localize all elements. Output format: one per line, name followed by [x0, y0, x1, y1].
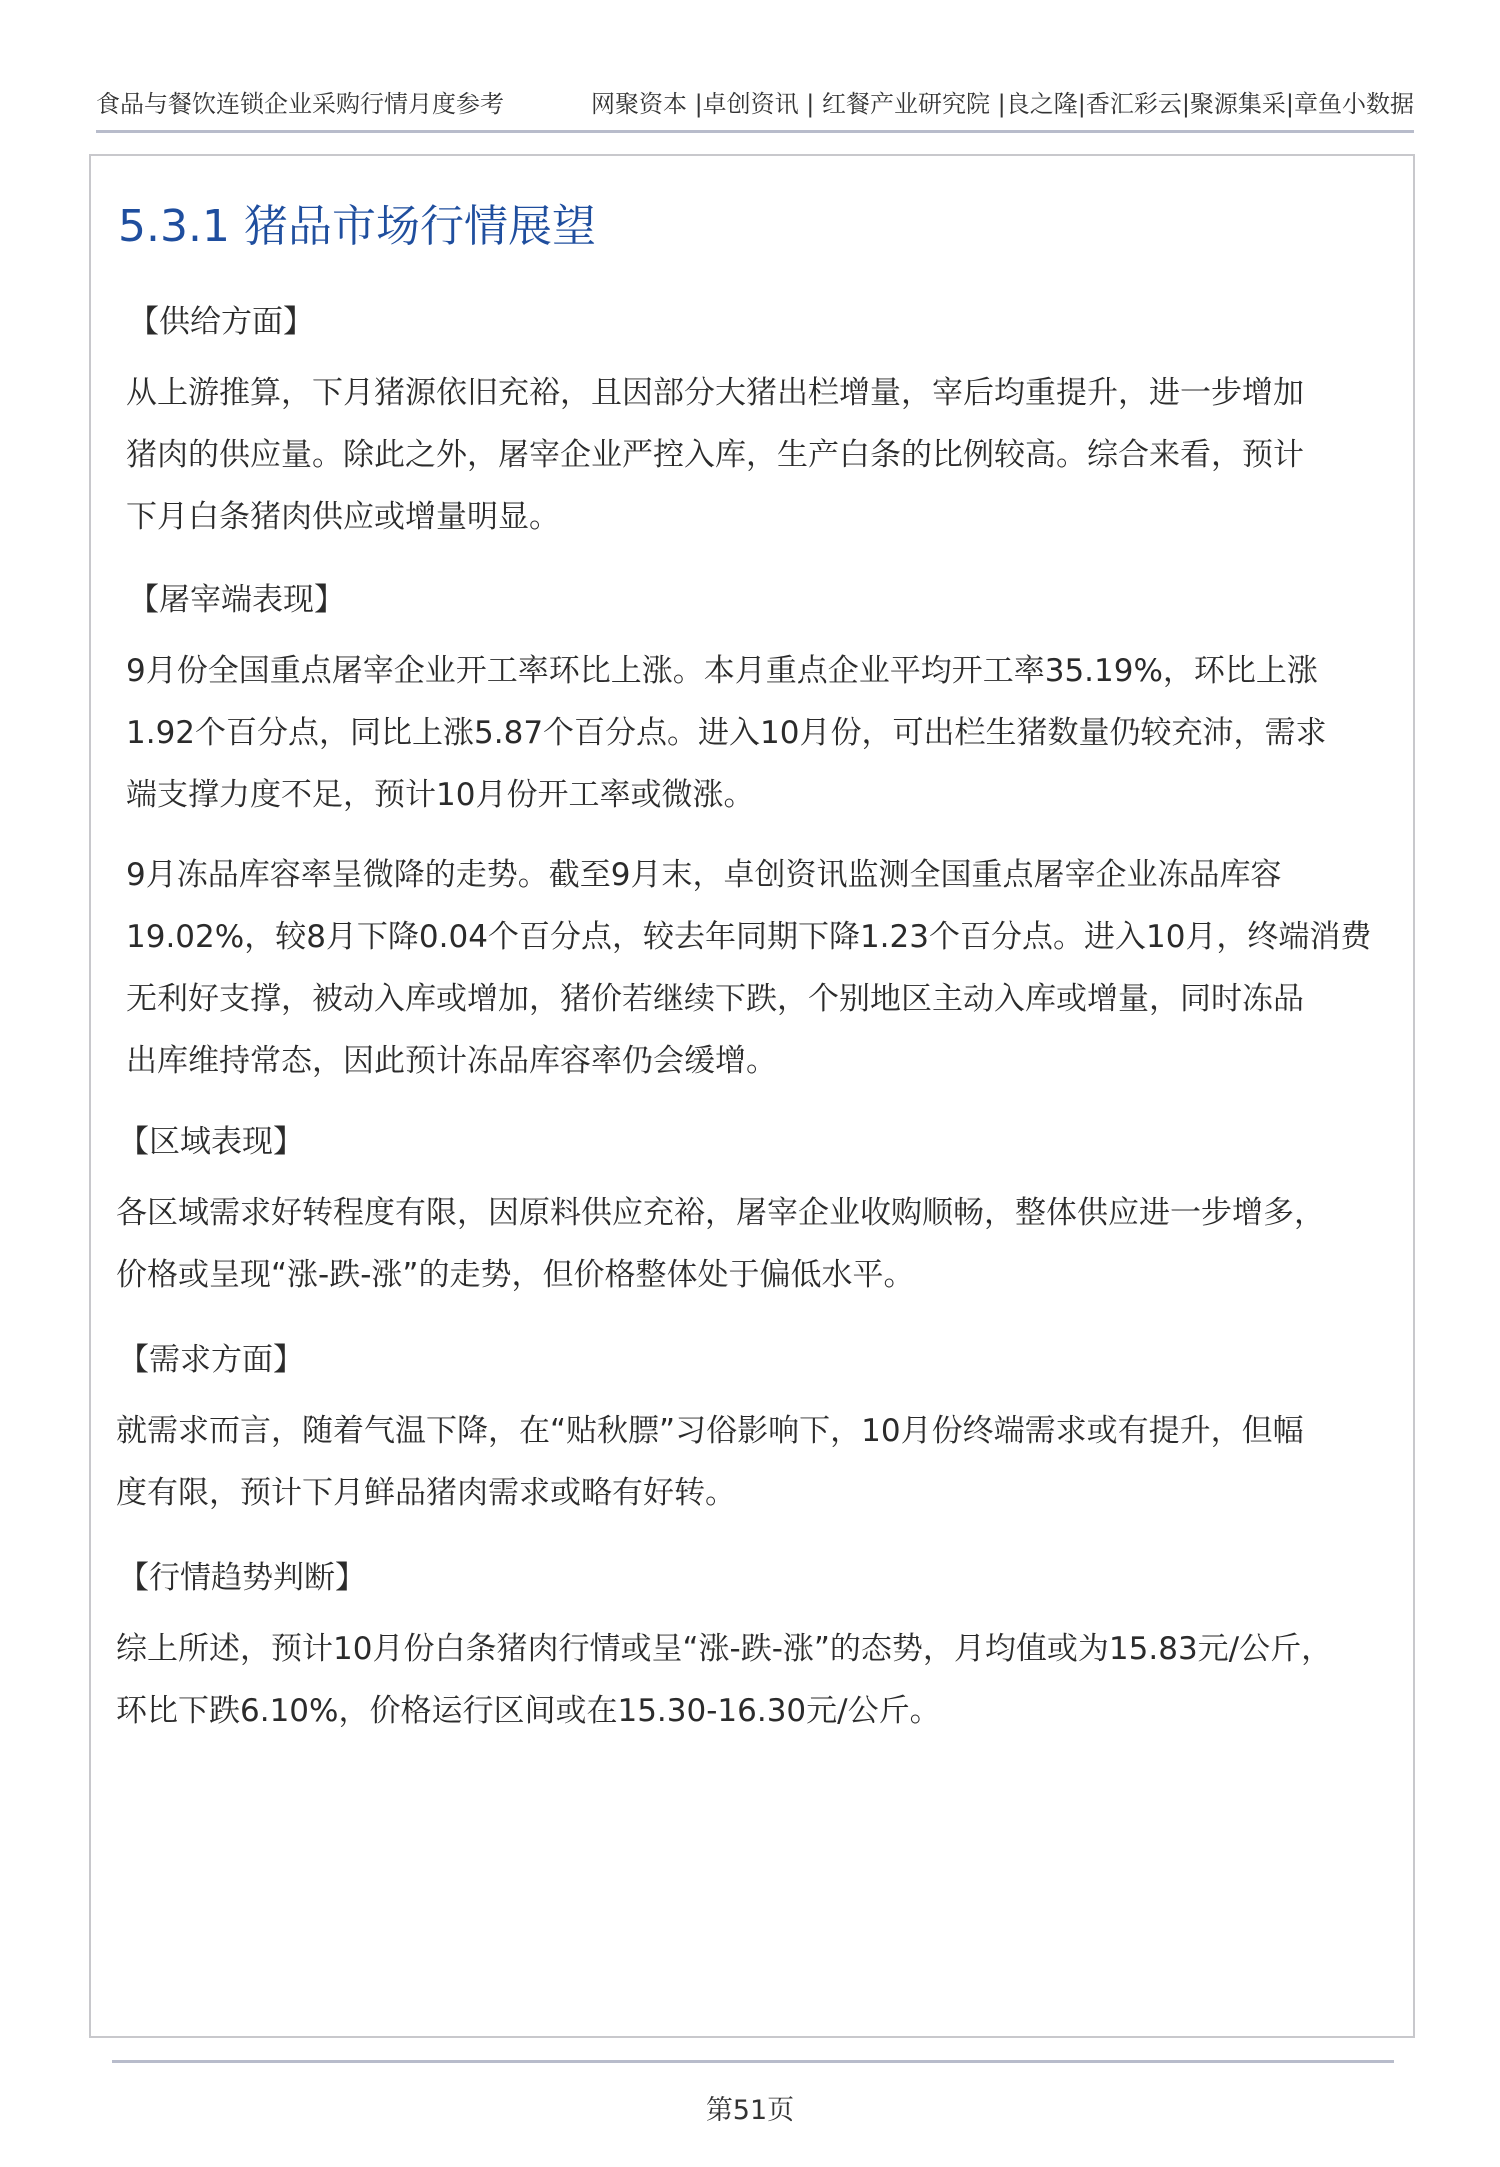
text-line: 就需求而言，随着气温下降，在“贴秋膘”习俗影响下，10月份终端需求或有提升，但幅 — [116, 1413, 1304, 1449]
header-report-title: 食品与餐饮连锁企业采购行情月度参考 — [96, 90, 504, 118]
text-line: 猪肉的供应量。除此之外，屠宰企业严控入库，生产白条的比例较高。综合来看，预计 — [126, 437, 1304, 473]
text-line: 综上所述，预计10月份白条猪肉行情或呈“涨-跌-涨”的态势，月均值或为15.83元/公斤， — [116, 1631, 1333, 1667]
page-header — [96, 84, 1414, 119]
header-sources: 网聚资本 |卓创资讯 | 红餐产业研究院 |良之隆|香汇彩云|聚源集采|章鱼小数据 — [590, 90, 1414, 118]
region-paragraph — [116, 1182, 1325, 1306]
text-line: 1.92个百分点，同比上涨5.87个百分点。进入10月份，可出栏生猪数量仍较充沛，需求 — [126, 715, 1327, 751]
supply-paragraph — [126, 362, 1304, 548]
text-line: 环比下跌6.10%，价格运行区间或在15.30-16.30元/公斤。 — [116, 1693, 941, 1729]
trend-heading: 【行情趋势判断】 — [118, 1560, 366, 1596]
trend-paragraph — [116, 1618, 1332, 1742]
header-divider — [96, 130, 1414, 133]
section-title: 5.3.1 猪品市场行情展望 — [118, 201, 596, 252]
text-line: 从上游推算，下月猪源依旧充裕，且因部分大猪出栏增量，宰后均重提升，进一步增加 — [126, 375, 1304, 411]
demand-paragraph — [116, 1400, 1304, 1524]
text-line: 9月份全国重点屠宰企业开工率环比上涨。本月重点企业平均开工率35.19%，环比上涨 — [126, 653, 1318, 689]
text-line: 价格或呈现“涨-跌-涨”的走势，但价格整体处于偏低水平。 — [116, 1257, 915, 1293]
demand-heading: 【需求方面】 — [118, 1342, 304, 1378]
text-line: 端支撑力度不足，预计10月份开工率或微涨。 — [126, 777, 755, 813]
text-line: 度有限，预计下月鲜品猪肉需求或略有好转。 — [116, 1475, 736, 1511]
supply-heading: 【供给方面】 — [128, 304, 314, 340]
slaughter-paragraph-2 — [126, 844, 1371, 1092]
text-line: 9月冻品库容率呈微降的走势。截至9月末，卓创资讯监测全国重点屠宰企业冻品库容 — [126, 857, 1282, 893]
text-line: 19.02%，较8月下降0.04个百分点，较去年同期下降1.23个百分点。进入10月，终端消费 — [126, 919, 1372, 955]
text-line: 无利好支撑，被动入库或增加，猪价若继续下跌，个别地区主动入库或增量，同时冻品 — [126, 981, 1304, 1017]
text-line: 各区域需求好转程度有限，因原料供应充裕，屠宰企业收购顺畅，整体供应进一步增多， — [116, 1195, 1325, 1231]
text-line: 出库维持常态，因此预计冻品库容率仍会缓增。 — [126, 1043, 777, 1079]
slaughter-paragraph-1 — [126, 640, 1327, 826]
region-heading: 【区域表现】 — [118, 1124, 304, 1160]
footer-divider — [112, 2060, 1394, 2063]
text-line: 下月白条猪肉供应或增量明显。 — [126, 499, 560, 535]
page-number: 第51页 — [705, 2095, 795, 2126]
slaughter-heading: 【屠宰端表现】 — [128, 582, 345, 618]
